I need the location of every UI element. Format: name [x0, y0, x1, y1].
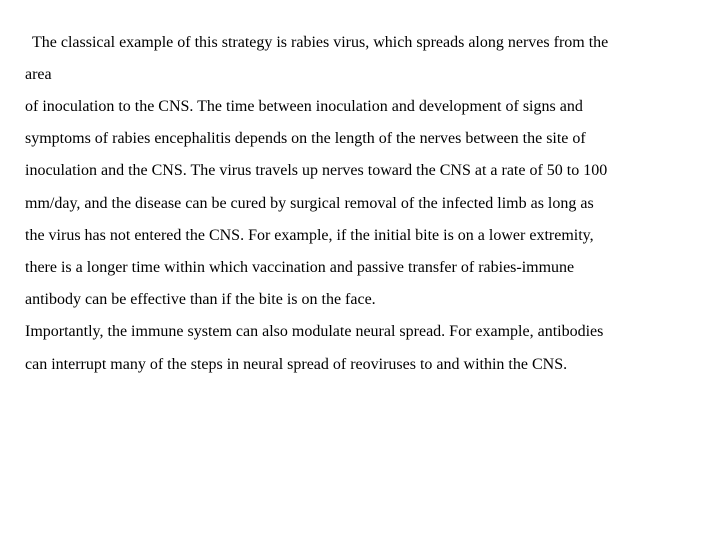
text-line: the virus has not entered the CNS. For example, if the initial bite is on a lower extremity,	[25, 227, 594, 244]
text-line: symptoms of rabies encephalitis depends on the length of the nerves between the site of	[25, 130, 586, 147]
text-line: there is a longer time within which vaccination and passive transfer of rabies-immune	[25, 259, 575, 276]
text-line: The classical example of this strategy is rabies virus, which spreads along nerves from the	[32, 34, 609, 51]
text-line: of inoculation to the CNS. The time between inoculation and development of signs and	[25, 98, 583, 115]
text-line: inoculation and the CNS. The virus travels up nerves toward the CNS at a rate of 50 to 100	[25, 162, 608, 179]
text-line: area	[25, 66, 52, 83]
text-line: can interrupt many of the steps in neural spread of reoviruses to and within the CNS.	[25, 356, 568, 373]
text-line: antibody can be effective than if the bite is on the face.	[25, 291, 376, 308]
text-line: mm/day, and the disease can be cured by surgical removal of the infected limb as long as	[25, 195, 594, 212]
text-line: Importantly, the immune system can also modulate neural spread. For example, antibodies	[25, 323, 604, 340]
